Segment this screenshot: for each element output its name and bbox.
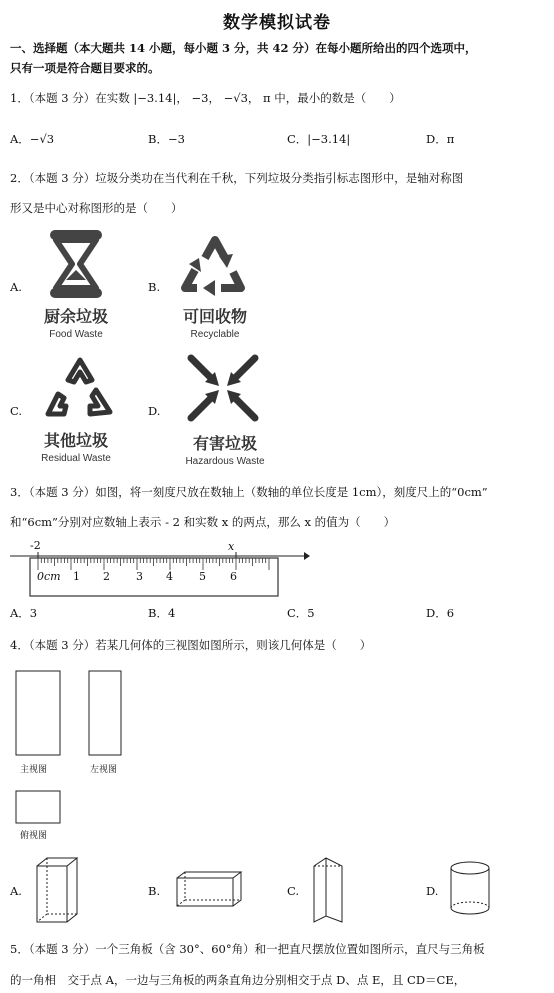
page-title: 数学模拟试卷: [223, 13, 331, 33]
section-heading-line1: 一、选择题（本大题共 14 小题，每小题 3 分，共 42 分）在每小题所给出的四个选项中，: [10, 41, 477, 55]
q3-option-d[interactable]: D．6: [426, 606, 455, 620]
hourglass-icon[interactable]: [46, 228, 106, 298]
q5-stem-line2: 的一角相 交于点 A，一边与三角板的两条直角边分别相交于点 D、点 E，且 CD＝CE，: [10, 973, 466, 987]
q1-option-d[interactable]: D．π: [426, 132, 455, 146]
q3-option-a[interactable]: A．3: [10, 606, 38, 620]
q4-label-b: B.: [148, 884, 161, 898]
q2-stem-line2: 形又是中心对称图形的是（ ）: [10, 201, 183, 215]
q2-label-d: D.: [148, 404, 161, 418]
arrows-in-icon[interactable]: [185, 352, 261, 424]
q4-stem: 4．（本题 3 分）若某几何体的三视图如图所示，则该几何体是（ ）: [10, 638, 372, 652]
q1-stem: 1．（本题 3 分）在实数 |−3.14|， −3， −√3， π 中，最小的数是（ ）: [10, 91, 401, 105]
q3-stem-line1: 3．（本题 3 分）如图，将一刻度尺放在数轴上（数轴的单位长度是 1cm），刻度尺上的“0cm”: [10, 485, 488, 499]
side-view-label: 左视图: [90, 765, 118, 775]
top-view-figure: [15, 790, 65, 826]
top-view-label: 俯视图: [20, 831, 48, 841]
recycle-outline-icon[interactable]: [40, 352, 120, 424]
q3-stem-line2: 和“6cm”分别对应数轴上表示 - 2 和实数 x 的两点，那么 x 的值为（ ）: [10, 515, 396, 529]
q2-d-caption-zh: 有害垃圾: [192, 434, 257, 453]
axis-left-label: -2: [30, 539, 41, 552]
q3-option-c[interactable]: C．5: [287, 606, 315, 620]
side-view-figure: [88, 670, 128, 760]
q1-option-c[interactable]: C．|−3.14|: [287, 132, 351, 146]
ruler-tick-3: 3: [136, 570, 143, 583]
q5-stem-line1: 5．（本题 3 分）一个三角板（含 30°、60°角）和一把直尺摆放位置如图所示，直尺与三角板: [10, 942, 485, 956]
ruler-unit: 0cm: [37, 570, 61, 583]
q2-label-c: C.: [10, 404, 23, 418]
axis-right-label: x: [228, 540, 235, 553]
q2-c-caption-zh: 其他垃圾: [43, 431, 108, 450]
q3-option-b[interactable]: B．4: [148, 606, 176, 620]
option-a-tall-prism[interactable]: [35, 856, 85, 926]
q2-a-caption-zh: 厨余垃圾: [43, 307, 108, 326]
q4-label-c: C.: [287, 884, 300, 898]
ruler-tick-5: 5: [199, 570, 206, 583]
q4-label-a: A.: [10, 884, 22, 898]
q2-label-b: B.: [148, 280, 161, 294]
recycle-icon[interactable]: [175, 228, 255, 298]
front-view-label: 主视图: [20, 765, 48, 775]
q2-d-caption-en: Hazardous Waste: [185, 456, 265, 467]
q2-b-caption-zh: 可回收物: [182, 307, 247, 326]
q2-label-a: A.: [10, 280, 22, 294]
ruler-tick-2: 2: [103, 570, 110, 583]
q2-c-caption-en: Residual Waste: [41, 453, 111, 464]
q4-label-d: D.: [426, 884, 439, 898]
q1-option-a[interactable]: A．−√3: [10, 132, 55, 146]
q1-option-b[interactable]: B．−3: [148, 132, 185, 146]
front-view-figure: [15, 670, 65, 760]
q2-stem-line1: 2．（本题 3 分）垃圾分类功在当代利在千秋，下列垃圾分类指引标志图形中，是轴对称图: [10, 171, 464, 185]
ruler-tick-6: 6: [230, 570, 237, 583]
ruler-tick-4: 4: [166, 570, 173, 583]
q2-a-caption-en: Food Waste: [49, 329, 103, 340]
section-heading-line2: 只有一项是符合题目要求的。: [10, 61, 160, 75]
option-b-flat-box[interactable]: [175, 870, 245, 910]
option-c-triangular-prism[interactable]: [312, 856, 352, 928]
option-d-cylinder[interactable]: [448, 860, 494, 920]
q2-b-caption-en: Recyclable: [190, 329, 240, 340]
ruler-tick-1: 1: [73, 570, 80, 583]
